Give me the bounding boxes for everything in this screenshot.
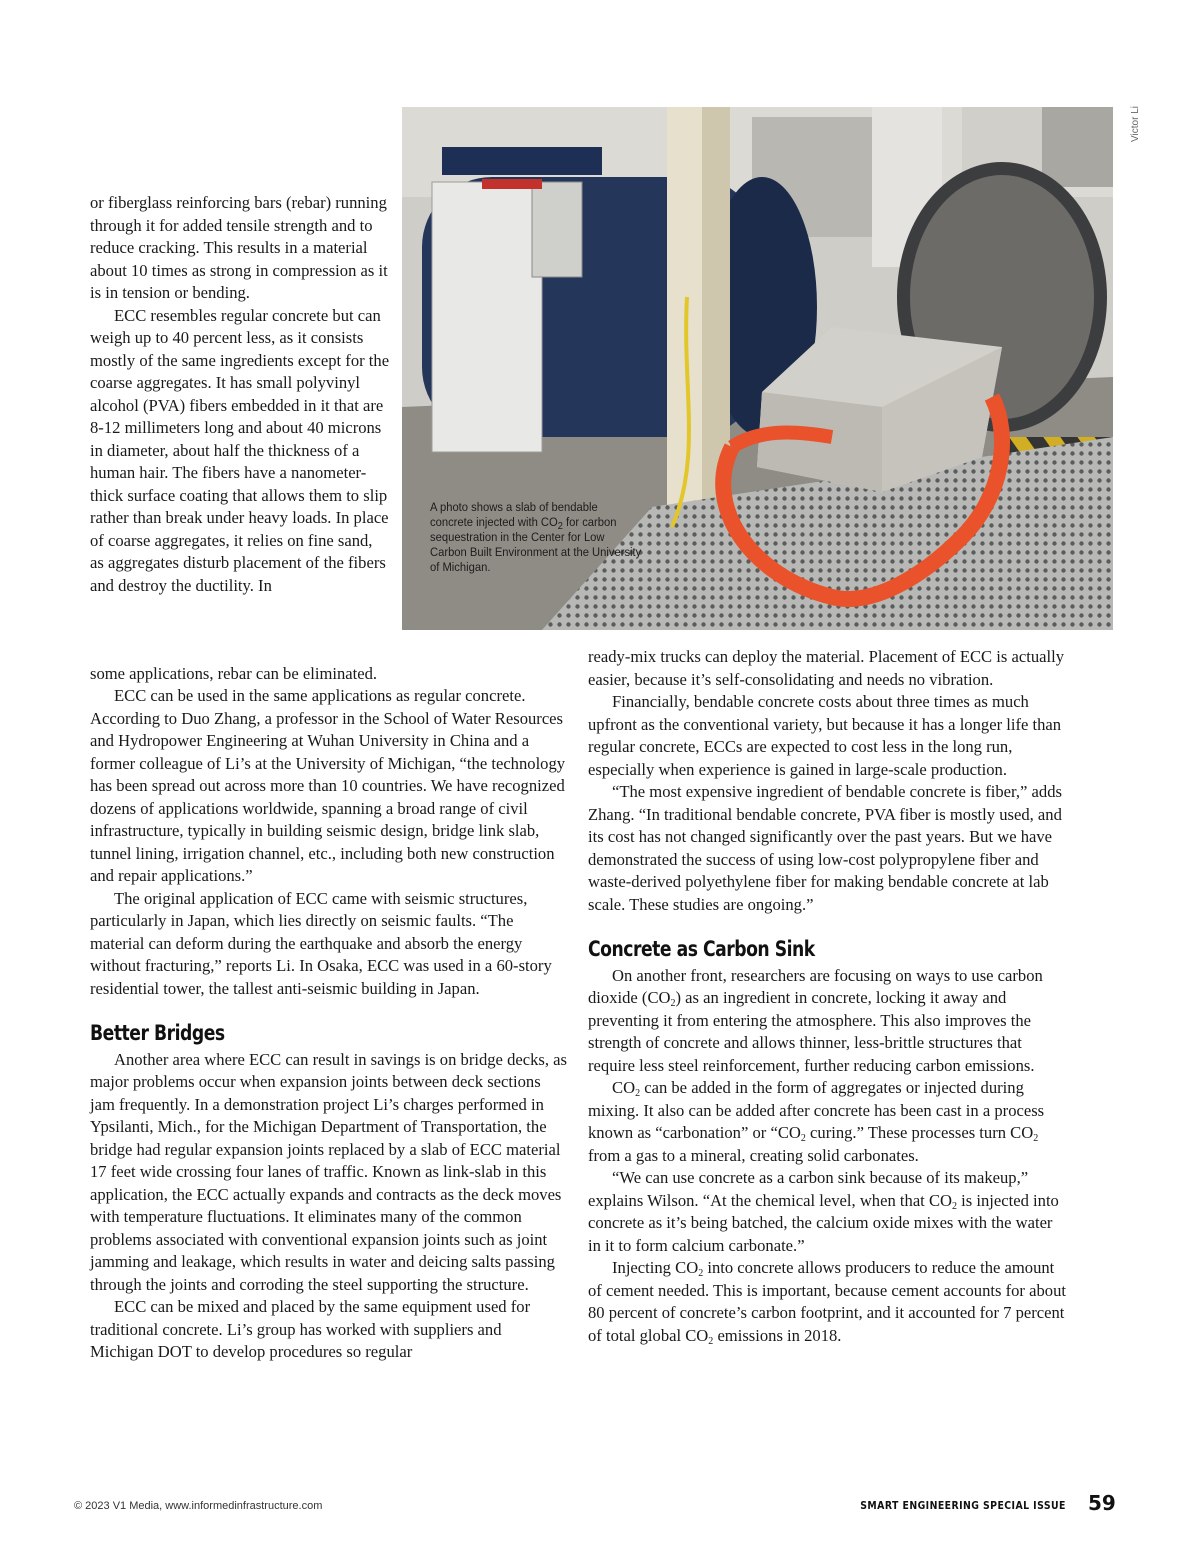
column-top: [90, 192, 390, 597]
subscript: 2: [698, 1268, 704, 1279]
text-run: ) as an ingredient in concrete, locking it away and preventing it from entering the atmosphere. This also improves the strength of concrete and allows thinner, less-brittle structures that require less steel reinforcement, further reducing carbon emissions.: [588, 988, 1035, 1075]
paragraph-fiber: “The most expensive ingredient of bendable concrete is fiber,” adds Zhang. “In traditional bendable concrete, PVA fiber is mostly used, and its cost has not changed significantly over the past years. But we have demonstrated the success of using low-cost polypropylene fiber and waste-derived polyethylene fiber for making bendable concrete at lab scale. These studies are ongoing.”: [588, 782, 1062, 914]
text-run: On another front, researchers are focusing on ways to use carbon dioxide (CO: [588, 965, 1043, 1007]
section-heading-carbon-sink: Concrete as Carbon Sink: [588, 937, 815, 961]
column-right: [588, 646, 1068, 1347]
subscript: 2: [952, 1200, 957, 1212]
subscript: 2: [800, 1133, 806, 1144]
section-heading-bridges: Better Bridges: [90, 1021, 225, 1045]
paragraph-ecc-resembles-tail: some applications, rebar can be eliminated.: [90, 664, 378, 683]
photo-credit: Victor Li: [1130, 106, 1141, 142]
text-run: from a gas to a mineral, creating solid carbonates.: [588, 1145, 919, 1165]
paragraph-bridges: Another area where ECC can result in savings is on bridge decks, as major problems occur when expansion joints between deck sections jam frequently. In a demonstration project Li’s charges performed in Ypsilanti, Mich., for the Michigan Department of Transportation, the bridge had regular expansion joints replaced by a slab of ECC material 17 feet wide crossing four lanes of traffic. Known as link-slab in this application, the ECC actually expands and contracts as the deck moves with temperature fluctuations. It eliminates many of the common problems associated with conventional expansion joints such as joint jamming and leakage, which results in water and deicing salts passing through the joints and corroding the steel supporting the structure.: [90, 1049, 567, 1294]
caption-subscript: 2: [557, 521, 563, 532]
paragraph-seismic: The original application of ECC came with seismic structures, particularly in Japan, which lies directly on seismic faults. “The material can deform during the earthquake and absorb the energy without fracturing,” reports Li. In Osaka, ECC was used in a 60-story residential tower, the tallest anti-seismic building in Japan.: [90, 888, 552, 998]
subscript: 2: [670, 998, 676, 1009]
text-run: is injected into concrete as it’s being batched, the calcium oxide mixes with the water in it to form calcium carbonate.”: [588, 1190, 1059, 1255]
paragraph-wilson: [588, 1167, 1068, 1257]
paragraph-rebar: or fiberglass reinforcing bars (rebar) running through it for added tensile strength and to reduce cracking. This results in a material about 10 times as strong in compression as it is in tension or bending.: [90, 193, 388, 302]
column-top-tail: [90, 663, 420, 686]
footer-copyright: © 2023 V1 Media, www.informedinfrastructure.com: [74, 1500, 323, 1512]
text-run: can be added in the form of aggregates or injected during mixing. It also can be added after concrete has been cast in a process known as “carbonation” or “CO: [588, 1078, 1045, 1142]
paragraph-mixed: ECC can be mixed and placed by the same equipment used for traditional concrete. Li’s group has worked with suppliers and Michigan DOT to develop procedures so regular: [90, 1297, 531, 1361]
column-left: [90, 685, 568, 1364]
text-run: “We can use concrete as a carbon sink because of its makeup,” explains Wilson. “At the chemical level, when that CO: [588, 1168, 1029, 1210]
page-number: 59: [1088, 1491, 1116, 1515]
caption-text-cont: for carbon sequestration in the Center for Low Carbon Built Environment at the University of Michigan.: [430, 515, 642, 574]
photo-caption: [430, 500, 642, 575]
paragraph-another-front: [588, 965, 1068, 1078]
paragraph-applications: ECC can be used in the same applications as regular concrete. According to Duo Zhang, a professor in the School of Water Resources and Hydropower Engineering at Wuhan University in China and a former colleague of Li’s at the University of Michigan, “the technology has been spread out across more than 10 countries. We have recognized dozens of applications worldwide, spanning a broad range of civil infrastructure, typically in building seismic design, bridge link slab, tunnel lining, irrigation channel, etc., including both new construction and repair applications.”: [90, 686, 566, 885]
subscript: 2: [708, 1335, 714, 1347]
text-run: CO: [612, 1078, 636, 1097]
subscript: 2: [635, 1088, 641, 1099]
subscript: 2: [1033, 1133, 1039, 1144]
text-run: Injecting CO: [612, 1258, 699, 1277]
paragraph-co2-added: [588, 1077, 1068, 1167]
paragraph-financially: Financially, bendable concrete costs about three times as much upfront as the conventional variety, but because it has a longer life than regular concrete, ECCs are expected to cost less in the long run, especially when experience is gained in large-scale production.: [588, 692, 1062, 779]
footer-issue-title: SMART ENGINEERING SPECIAL ISSUE: [860, 1499, 1066, 1512]
text-run: curing.” These processes turn CO: [805, 1123, 1034, 1142]
text-run: emissions in 2018.: [713, 1325, 842, 1345]
caption-text: A photo shows a slab of bendable concrete injected with CO: [430, 500, 598, 529]
paragraph-mixed-cont: ready-mix trucks can deploy the material. Placement of ECC is actually easier, because it’s self-consolidating and needs no vibration.: [588, 647, 1064, 689]
paragraph-ecc-resembles: ECC resembles regular concrete but can weigh up to 40 percent less, as it consists mostly of the same ingredients except for the coarse aggregates. It has small polyvinyl alcohol (PVA) fibers embedded in it that are 8-12 millimeters long and about 40 microns in diameter, about half the thickness of a human hair. The fibers have a nanometer-thick surface coating that allows them to slip rather than break under heavy loads. In place of coarse aggregates, it relies on fine sand, as aggregates disturb placement of the fibers and destroy the ductility. In: [90, 305, 390, 595]
text-run: into concrete allows producers to reduce the amount of cement needed. This is important, because cement accounts for about 80 percent of concrete’s carbon footprint, and it accounted for 7 percent of total global CO: [588, 1258, 1066, 1345]
paragraph-injecting: [588, 1257, 1068, 1347]
